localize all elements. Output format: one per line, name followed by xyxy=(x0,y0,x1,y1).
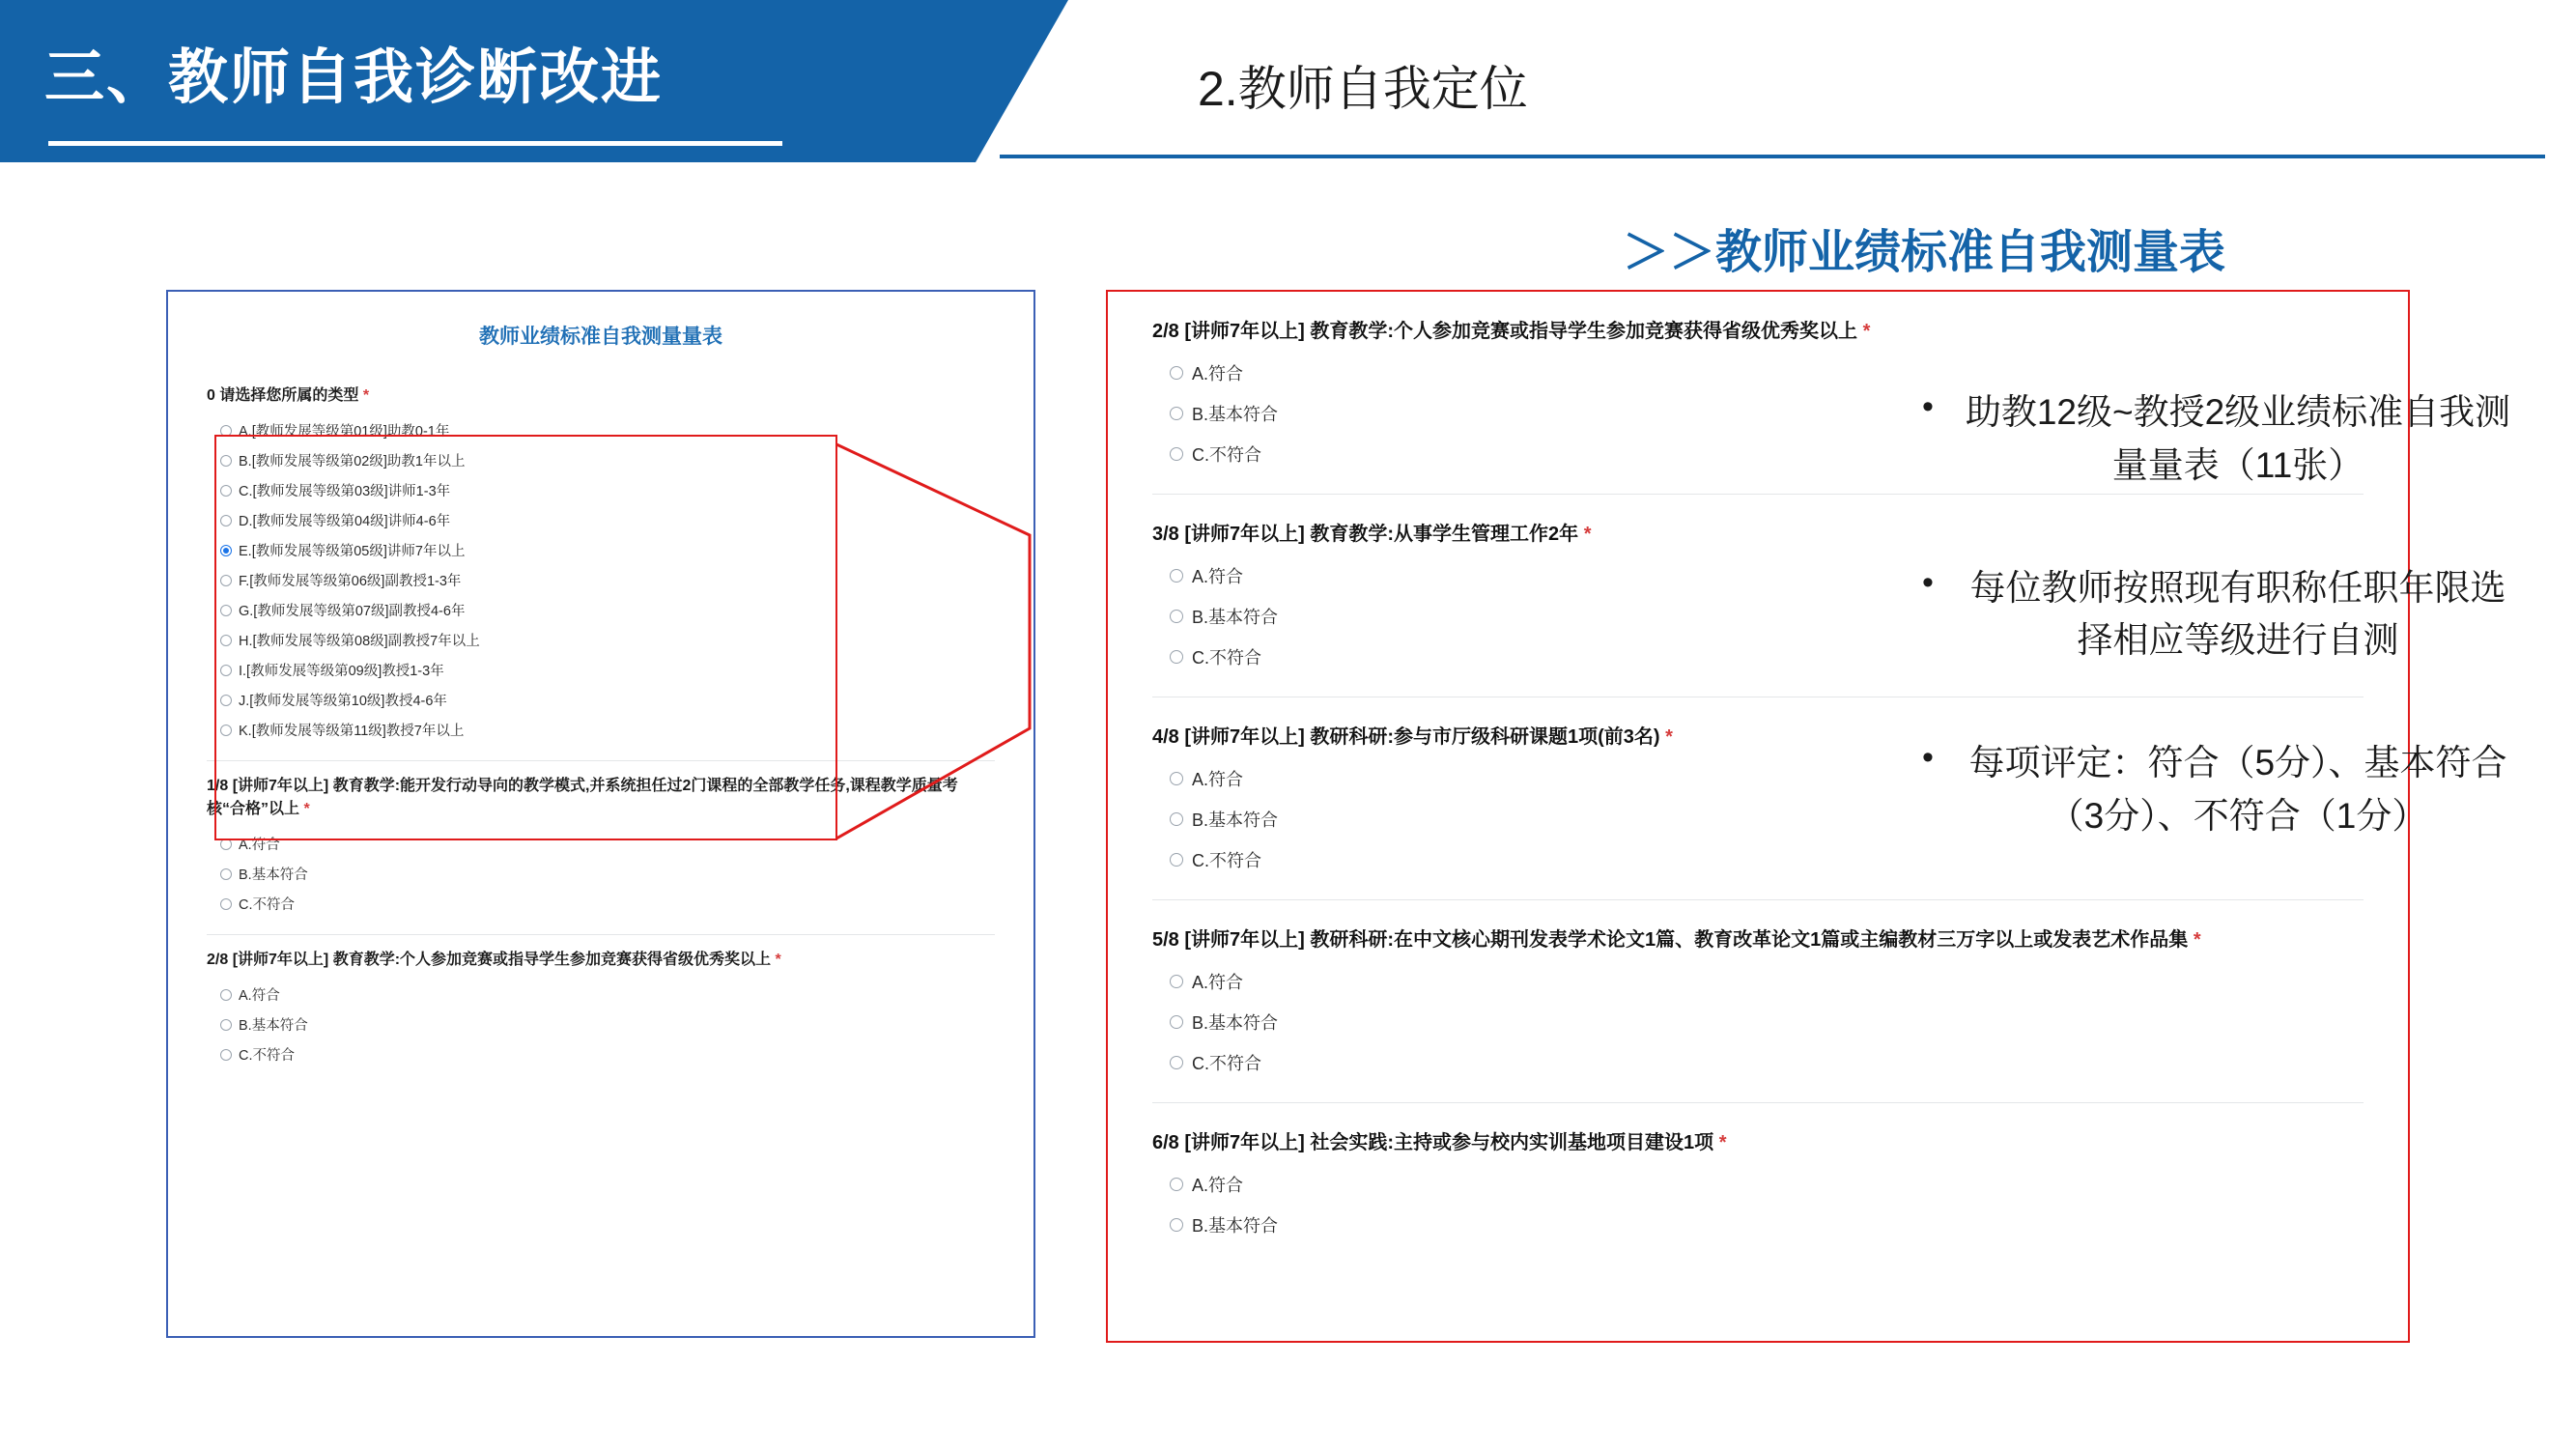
option-label: C.不符合 xyxy=(1192,445,1261,465)
option-label: C.不符合 xyxy=(239,897,295,913)
option-label: C.不符合 xyxy=(1192,851,1261,870)
required-mark: * xyxy=(1862,321,1871,342)
radio-icon[interactable] xyxy=(1170,772,1183,785)
radio-icon[interactable] xyxy=(220,1019,232,1031)
page-title: 三、教师自我诊断改进 xyxy=(44,44,664,111)
option-label: C.不符合 xyxy=(1192,1054,1261,1073)
question-text: 4/8 [讲师7年以上] 教研科研:参与市厅级科研课题1项(前3名) xyxy=(1152,726,1660,748)
radio-icon[interactable] xyxy=(1170,447,1183,461)
radio-icon[interactable] xyxy=(220,485,232,497)
bullet-text: 每位教师按照现有职称任职年限选择相应等级进行自测 xyxy=(1969,567,2506,661)
required-mark: * xyxy=(1665,726,1673,748)
radio-option[interactable] xyxy=(207,1039,995,1069)
required-mark: * xyxy=(775,952,781,968)
radio-option[interactable] xyxy=(207,715,995,745)
option-label: B.基本符合 xyxy=(239,1018,308,1034)
question-text: 2/8 [讲师7年以上] 教育教学:个人参加竞赛或指导学生参加竞赛获得省级优秀奖以上 xyxy=(1152,321,1858,342)
option-label: A.[教师发展等级第01级]助教0-1年 xyxy=(239,424,450,440)
radio-icon[interactable] xyxy=(1170,407,1183,420)
radio-option-selected[interactable] xyxy=(207,535,995,565)
option-label: B.基本符合 xyxy=(1192,1013,1279,1033)
option-label: H.[教师发展等级第08级]副教授7年以上 xyxy=(239,634,480,649)
radio-option[interactable] xyxy=(207,505,995,535)
list-item xyxy=(1922,562,2521,668)
radio-icon[interactable] xyxy=(1170,1056,1183,1069)
section-heading: ＞＞教师业绩标准自我测量表 xyxy=(1623,227,2226,278)
option-label: E.[教师发展等级第05级]讲师7年以上 xyxy=(239,544,466,559)
option-label: D.[教师发展等级第04级]讲师4-6年 xyxy=(239,514,451,529)
radio-icon[interactable] xyxy=(1170,975,1183,988)
radio-icon[interactable] xyxy=(220,898,232,910)
header-underline xyxy=(48,141,782,146)
radio-option[interactable] xyxy=(1152,1205,2364,1245)
sub-title-rule xyxy=(1000,155,2545,158)
bullet-marker: • xyxy=(1922,563,1934,601)
radio-icon[interactable] xyxy=(220,455,232,467)
divider xyxy=(207,934,995,935)
radio-icon[interactable] xyxy=(220,665,232,676)
question-2-label xyxy=(207,949,995,972)
option-label: A.符合 xyxy=(1192,973,1244,992)
question-6-8 xyxy=(1108,1103,2408,1255)
question-text: 6/8 [讲师7年以上] 社会实践:主持或参与校内实训基地项目建设1项 xyxy=(1152,1132,1714,1153)
option-label: J.[教师发展等级第10级]教授4-6年 xyxy=(239,694,447,709)
required-mark: * xyxy=(1583,524,1592,545)
question-2 xyxy=(168,949,1033,1069)
radio-option[interactable] xyxy=(207,445,995,475)
option-label: K.[教师发展等级第11级]教授7年以上 xyxy=(239,724,465,739)
required-mark: * xyxy=(303,801,310,817)
bullet-marker: • xyxy=(1922,388,1934,425)
radio-icon[interactable] xyxy=(220,425,232,437)
option-label: C.不符合 xyxy=(239,1048,295,1064)
question-1 xyxy=(168,775,1033,919)
question-1-label xyxy=(207,775,995,821)
radio-option[interactable] xyxy=(1152,1164,2364,1205)
option-label: F.[教师发展等级第06级]副教授1-3年 xyxy=(239,574,462,589)
radio-icon[interactable] xyxy=(1170,610,1183,623)
radio-icon[interactable] xyxy=(220,605,232,616)
list-item xyxy=(1922,737,2521,843)
option-label: G.[教师发展等级第07级]副教授4-6年 xyxy=(239,604,466,619)
question-label xyxy=(1152,317,2364,347)
radio-icon[interactable] xyxy=(1170,650,1183,664)
radio-option[interactable] xyxy=(207,829,995,859)
option-label: B.基本符合 xyxy=(1192,810,1279,830)
radio-icon[interactable] xyxy=(220,839,232,850)
radio-icon[interactable] xyxy=(220,1049,232,1061)
radio-option[interactable] xyxy=(207,565,995,595)
radio-option[interactable] xyxy=(207,889,995,919)
radio-icon[interactable] xyxy=(220,725,232,736)
form-title: 教师业绩标准自我测量量表 xyxy=(479,326,722,348)
radio-icon[interactable] xyxy=(1170,812,1183,826)
option-label: B.[教师发展等级第02级]助教1年以上 xyxy=(239,454,466,469)
question-text: 5/8 [讲师7年以上] 教研科研:在中文核心期刊发表学术论文1篇、教育改革论文1篇或主编教材三万字以上或发表艺术作品集 xyxy=(1152,929,2189,951)
radio-icon[interactable] xyxy=(1170,1178,1183,1191)
radio-icon[interactable] xyxy=(220,635,232,646)
radio-option[interactable] xyxy=(207,685,995,715)
radio-icon[interactable] xyxy=(220,575,232,586)
bullet-list xyxy=(1922,386,2521,913)
list-item xyxy=(1922,386,2521,493)
option-label: A.符合 xyxy=(1192,770,1244,789)
bullet-text: 助教12级~教授2级业绩标准自我测量量表（11张） xyxy=(1965,392,2511,485)
option-label: A.符合 xyxy=(239,988,280,1004)
sub-title: 2.教师自我定位 xyxy=(1198,62,1528,116)
bullet-text: 每项评定：符合（5分）、基本符合（3分）、不符合（1分） xyxy=(1968,743,2507,836)
radio-icon[interactable] xyxy=(220,695,232,706)
radio-option[interactable] xyxy=(207,655,995,685)
radio-option[interactable] xyxy=(207,415,995,445)
question-type xyxy=(168,384,1033,745)
left-form-card xyxy=(166,290,1035,1338)
option-label: B.基本符合 xyxy=(1192,608,1279,627)
option-label: B.基本符合 xyxy=(1192,405,1279,424)
radio-option[interactable] xyxy=(207,625,995,655)
question-1-text: 1/8 [讲师7年以上] 教育教学:能开发行动导向的教学模式,并系统担任过2门课程的全部教学任务,课程教学质量考核“合格”以上 xyxy=(207,778,958,817)
question-type-label xyxy=(207,384,995,408)
bullet-marker: • xyxy=(1922,739,1934,776)
question-label xyxy=(1152,1128,2364,1158)
radio-option[interactable] xyxy=(1152,961,2364,1002)
radio-icon-checked[interactable] xyxy=(220,545,232,556)
option-label: A.符合 xyxy=(1192,1176,1244,1195)
option-label: I.[教师发展等级第09级]教授1-3年 xyxy=(239,664,444,679)
option-label: C.不符合 xyxy=(1192,648,1261,668)
radio-icon[interactable] xyxy=(220,868,232,880)
radio-icon[interactable] xyxy=(220,989,232,1001)
radio-option[interactable] xyxy=(207,475,995,505)
radio-option[interactable] xyxy=(1152,1002,2364,1042)
required-mark: * xyxy=(2193,929,2201,951)
required-mark: * xyxy=(362,387,370,404)
question-label xyxy=(1152,925,2364,955)
question-5-8 xyxy=(1108,900,2408,1093)
radio-icon[interactable] xyxy=(220,515,232,526)
option-label: C.[教师发展等级第03级]讲师1-3年 xyxy=(239,484,451,499)
option-label: A.符合 xyxy=(1192,567,1244,586)
option-label: B.基本符合 xyxy=(239,867,308,883)
option-label: A.符合 xyxy=(1192,364,1244,384)
divider xyxy=(207,760,995,761)
option-label: B.基本符合 xyxy=(1192,1216,1279,1236)
radio-option[interactable] xyxy=(207,1009,995,1039)
radio-option[interactable] xyxy=(207,980,995,1009)
radio-icon[interactable] xyxy=(1170,1015,1183,1029)
radio-icon[interactable] xyxy=(1170,853,1183,867)
required-mark: * xyxy=(1718,1132,1727,1153)
radio-option[interactable] xyxy=(1152,1042,2364,1083)
radio-option[interactable] xyxy=(207,595,995,625)
question-text: 3/8 [讲师7年以上] 教育教学:从事学生管理工作2年 xyxy=(1152,524,1579,545)
radio-option[interactable] xyxy=(207,859,995,889)
radio-icon[interactable] xyxy=(1170,366,1183,380)
question-2-text: 2/8 [讲师7年以上] 教育教学:个人参加竞赛或指导学生参加竞赛获得省级优秀奖以上 xyxy=(207,952,772,968)
question-type-text: 0 请选择您所属的类型 xyxy=(207,387,359,404)
radio-icon[interactable] xyxy=(1170,569,1183,583)
option-label: A.符合 xyxy=(239,838,280,853)
radio-icon[interactable] xyxy=(1170,1218,1183,1232)
